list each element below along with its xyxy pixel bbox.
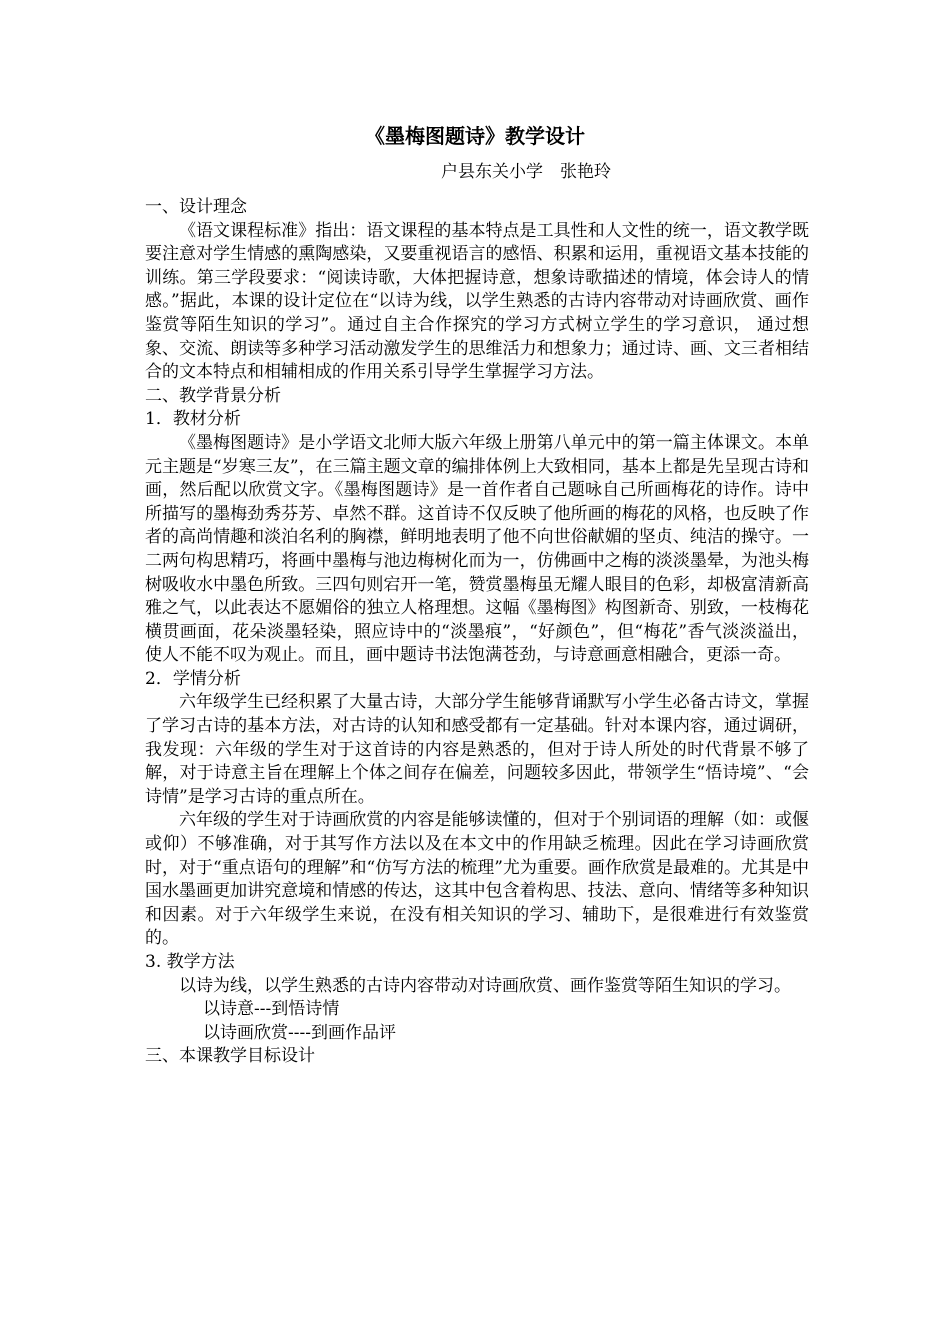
document-author: 户县东关小学 张艳玲 (441, 162, 611, 182)
paragraph-textbook-analysis: 《墨梅图题诗》是小学语文北师大版六年级上册第八单元中的第一篇主体课文。本单元主题是“岁寒三友”，在三篇主题文章的编排体例上大致相同，基本上都是先呈现古诗和画，然后配以欣赏文字。《墨梅图题诗》是一首作者自己题咏自己所画梅花的诗作。诗中所描写的墨梅劲秀芬芳、卓然不群。这首诗不仅反映了他所画的梅花的风格，也反映了作者的高尚情趣和淡泊名利的胸襟，鲜明地表明了他不向世俗献媚的坚贞、纯洁的操守。一二两句构思精巧，将画中墨梅与池边梅树化而为一，仿佛画中之梅的淡淡墨晕，为池头梅树吸收水中墨色所致。三四句则宕开一笔，赞赏墨梅虽无耀人眼目的色彩，却极富清新高雅之气，以此表达不愿媚俗的独立人格理想。这幅《墨梅图》构图新奇、别致，一枝梅花横贯画面，花朵淡墨轻染，照应诗中的“淡墨痕”，“好颜色”，但“梅花”香气淡淡溢出，使人不能不叹为观止。而且，画中题诗书法饱满苍劲，与诗意画意相融合，更添一奇。 (145, 432, 809, 666)
method-line-2: 以诗画欣赏----到画作品评 (203, 1022, 396, 1043)
subsection-heading-2-2: 2．学情分析 (145, 668, 241, 689)
document-title: 《墨梅图题诗》教学设计 (365, 124, 585, 148)
paragraph-student-analysis-2: 六年级的学生对于诗画欣赏的内容是能够读懂的，但对于个别词语的理解（如：或偃或仰）不够准确，对于其写作方法以及在本文中的作用缺乏梳理。因此在学习诗画欣赏时，对于“重点语句的理解”和“仿写方法的梳理”尤为重要。画作欣赏是最难的。尤其是中国水墨画更加讲究意境和情感的传达，这其中包含着构思、技法、意向、情绪等多种知识和因素。对于六年级学生来说，在没有相关知识的学习、辅助下，是很难进行有效鉴赏的。 (145, 810, 809, 949)
section-heading-3: 三、本课教学目标设计 (145, 1046, 315, 1067)
subsection-heading-2-1: 1．教材分析 (145, 409, 241, 430)
method-line-1: 以诗意---到悟诗情 (203, 999, 340, 1020)
paragraph-design-concept: 《语文课程标准》指出：语文课程的基本特点是工具性和人文性的统一，语文教学既要注意对学生情感的熏陶感染，又要重视语言的感悟、积累和运用，重视语文基本技能的训练。第三学段要求：“阅读诗歌，大体把握诗意，想象诗歌描述的情境，体会诗人的情感。”据此，本课的设计定位在“以诗为线，以学生熟悉的古诗内容带动对诗画欣赏、画作鉴赏等陌生知识的学习”。通过自主合作探究的学习方式树立学生的学习意识， 通过想象、交流、朗读等多种学习活动激发学生的思维活力和想象力；通过诗、画、文三者相结合的文本特点和相辅相成的作用关系引导学生掌握学习方法。 (145, 220, 809, 383)
subsection-heading-2-3: 3. 教学方法 (145, 952, 235, 972)
section-heading-2: 二、教学背景分析 (145, 385, 281, 406)
document-body (145, 196, 809, 1069)
paragraph-student-analysis-1: 六年级学生已经积累了大量古诗，大部分学生能够背诵默写小学生必备古诗文，掌握了学习古诗的基本方法，对古诗的认知和感受都有一定基础。针对本课内容，通过调研，我发现：六年级的学生对于这首诗的内容是熟悉的，但对于诗人所处的时代背景不够了解，对于诗意主旨在理解上个体之间存在偏差，问题较多因此，带领学生“悟诗境”、“会诗情”是学习古诗的重点所在。 (145, 692, 809, 807)
paragraph-teaching-method: 以诗为线，以学生熟悉的古诗内容带动对诗画欣赏、画作鉴赏等陌生知识的学习。 (179, 975, 791, 996)
section-heading-1: 一、设计理念 (145, 197, 247, 217)
